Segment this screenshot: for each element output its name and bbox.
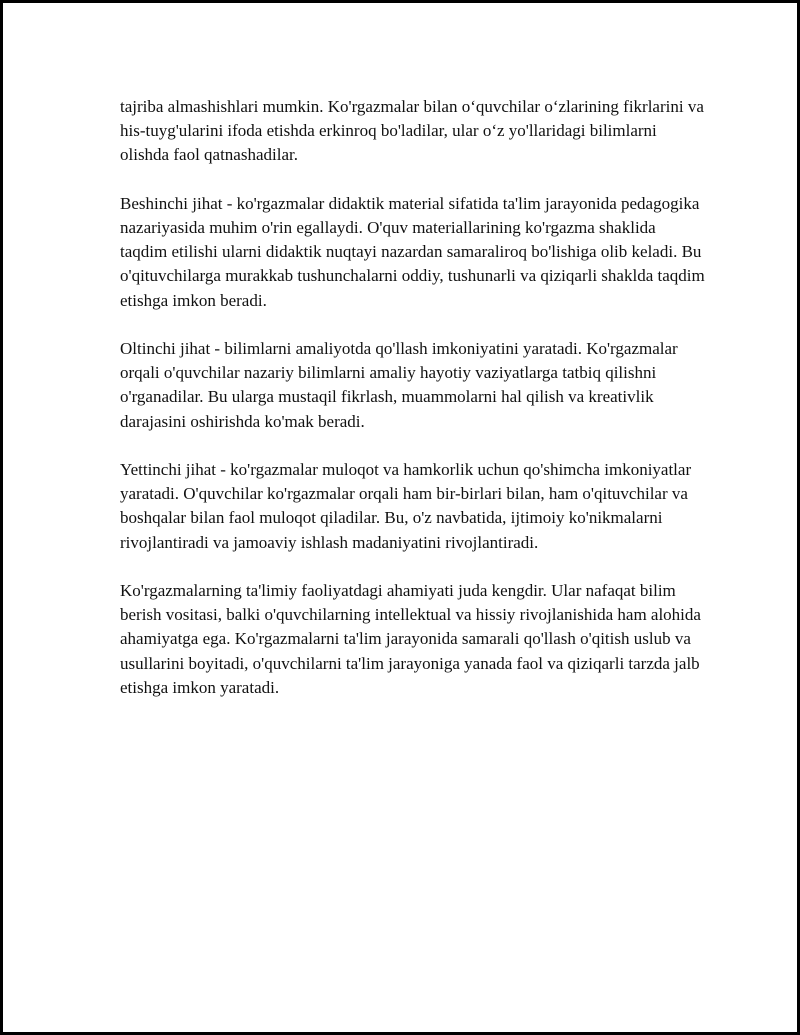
paragraph-conclusion: Ko'rgazmalarning ta'limiy faoliyatdagi ahamiyati juda kengdir. Ular nafaqat bilim berish vositasi, balki o'quvchilarning intellektual va hissiy rivojlanishida ham alohida ahamiyatga ega. Ko'rgazmalarni ta'lim jarayonida samarali qo'llash o'qitish uslub va usullarini boyitadi, o'quvchilarni ta'lim jarayoniga yanada faol va qiziqarli tarzda jalb etishga imkon yaratadi. (120, 581, 701, 697)
document-body (120, 95, 705, 724)
paragraph-fifth-aspect: Beshinchi jihat - ko'rgazmalar didaktik material sifatida ta'lim jarayonida pedagogika nazariyasida muhim o'rin egallaydi. O'quv materiallarining ko'rgazma shaklida taqdim etilishi ularni didaktik nuqtayi nazardan samaraliroq bo'lishiga olib keladi. Bu o'qituvchilarga murakkab tushunchalarni oddiy, tushunarli va qiziqarli shaklda taqdim etishga imkon beradi. (120, 193, 705, 310)
paragraph-sixth-aspect: Oltinchi jihat - bilimlarni amaliyotda qo'llash imkoniyatini yaratadi. Ko'rgazmalar orqali o'quvchilar nazariy bilimlarni amaliy hayotiy vaziyatlarga tatbiq qilishni o'rganadilar. Bu ularga mustaqil fikrlash, muammolarni hal qilish va kreativlik darajasini oshirishda ko'mak beradi. (120, 339, 678, 431)
paragraph-continuation: tajriba almashishlari mumkin. Ko'rgazmalar bilan o‘quvchilar o‘zlarining fikrlarini va his-tuyg'ularini ifoda etishda erkinroq bo'ladilar, ular o‘z yo'llaridagi bilimlarni olishda faol qatnashadilar. (120, 97, 704, 165)
paragraph-seventh-aspect: Yettinchi jihat - ko'rgazmalar muloqot va hamkorlik uchun qo'shimcha imkoniyatlar yaratadi. O'quvchilar ko'rgazmalar orqali ham bir-birlari bilan, ham o'qituvchilar va boshqalar bilan faol muloqot qiladilar. Bu, o'z navbatida, ijtimoiy ko'nikmalarni rivojlantiradi va jamoaviy ishlash madaniyatini rivojlantiradi. (120, 460, 692, 552)
